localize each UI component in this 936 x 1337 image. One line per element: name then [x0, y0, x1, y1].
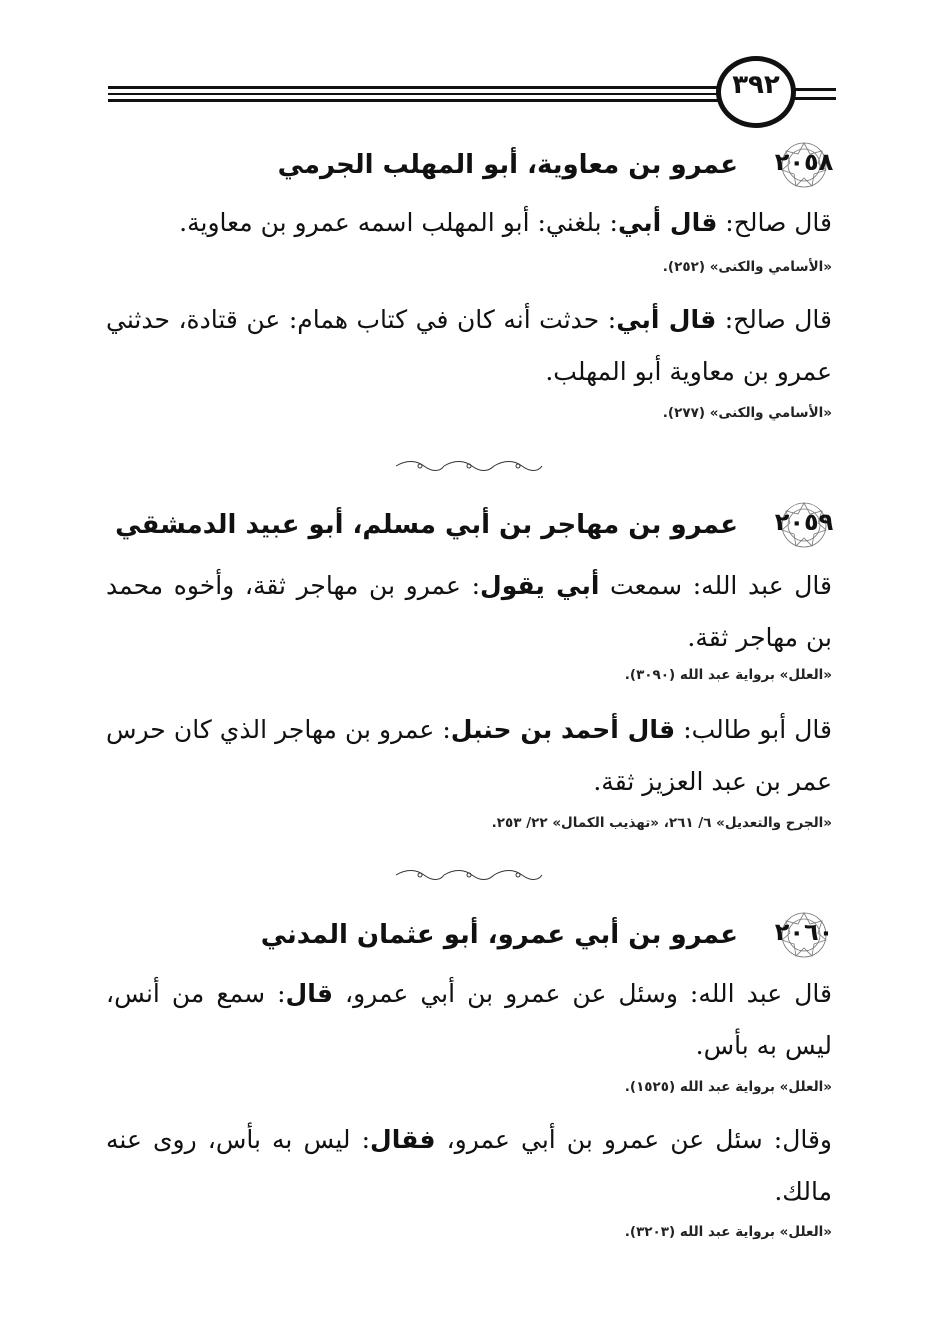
text-run: قال صالح:	[716, 305, 833, 334]
text-run: قال صالح:	[717, 208, 832, 237]
ornament-divider	[394, 868, 544, 882]
text-run: : حدثت أنه كان في كتاب همام: عن قتادة، حدثني عمرو بن معاوية أبو المهلب.	[106, 305, 832, 386]
rosette-icon	[772, 140, 836, 190]
entry-heading	[278, 140, 836, 190]
entry-number: ٢٠٥٩	[774, 508, 834, 536]
bold-quote-marker: أبي يقول	[480, 571, 600, 600]
source-citation: «الجرح والتعديل» ٦/ ٢٦١، «تهذيب الكمال» ٢٢/ ٢٥٣.	[491, 815, 832, 831]
source-citation: «العلل» برواية عبد الله (٣٢٠٣).	[624, 1224, 832, 1240]
bold-quote-marker: فقال	[370, 1125, 436, 1154]
source-citation: «الأسامي والكنى» (٢٧٧).	[662, 405, 832, 421]
text-run: : عمرو بن مهاجر الذي كان حرس عمر بن عبد العزيز ثقة.	[106, 715, 832, 796]
header-rule-bottom	[108, 99, 720, 102]
entry-heading	[115, 500, 836, 550]
entry-heading	[261, 910, 836, 960]
paragraph	[106, 1114, 832, 1218]
entry-title: عمرو بن مهاجر بن أبي مسلم، أبو عبيد الدمشقي	[115, 510, 738, 540]
text-run: وقال: سئل عن عمرو بن أبي عمرو،	[435, 1125, 833, 1154]
page-number: ٣٩٢	[732, 70, 780, 100]
rosette-icon	[772, 910, 836, 960]
text-run: : بلغني: أبو المهلب اسمه عمرو بن معاوية.	[179, 208, 618, 237]
source-citation: «الأسامي والكنى» (٢٥٢).	[662, 259, 832, 275]
rosette-icon	[772, 500, 836, 550]
entry-number: ٢٠٦٠	[774, 918, 834, 946]
source-citation: «العلل» برواية عبد الله (٣٠٩٠).	[624, 667, 832, 683]
text-run: قال عبد الله: وسئل عن عمرو بن أبي عمرو،	[332, 979, 832, 1008]
ornament-divider	[394, 459, 544, 473]
paragraph	[106, 560, 832, 664]
text-run: قال أبو طالب:	[675, 715, 832, 744]
header-rule-right-top	[792, 88, 836, 91]
entry-title: عمرو بن معاوية، أبو المهلب الجرمي	[277, 150, 738, 180]
text-run: : ليس به بأس، روى عنه مالك.	[106, 1125, 832, 1206]
paragraph	[106, 197, 832, 249]
bold-quote-marker: قال أبي	[617, 208, 718, 237]
bold-quote-marker: قال	[285, 979, 333, 1008]
text-run: قال عبد الله: سمعت	[599, 571, 832, 600]
entry-title: عمرو بن أبي عمرو، أبو عثمان المدني	[260, 920, 738, 950]
entry-number: ٢٠٥٨	[774, 148, 834, 176]
header-rule-top	[108, 86, 720, 89]
header-rule-middle	[108, 93, 720, 95]
header-rule-right-bottom	[792, 97, 836, 100]
bold-quote-marker: قال أحمد بن حنبل	[450, 715, 676, 744]
text-run: : سمع من أنس، ليس به بأس.	[106, 979, 832, 1060]
paragraph	[106, 968, 832, 1072]
text-run: : عمرو بن مهاجر ثقة، وأخوه محمد بن مهاجر ثقة.	[106, 571, 832, 652]
paragraph	[106, 294, 832, 398]
paragraph	[106, 704, 832, 808]
bold-quote-marker: قال أبي	[616, 305, 717, 334]
source-citation: «العلل» برواية عبد الله (١٥٢٥).	[624, 1079, 832, 1095]
